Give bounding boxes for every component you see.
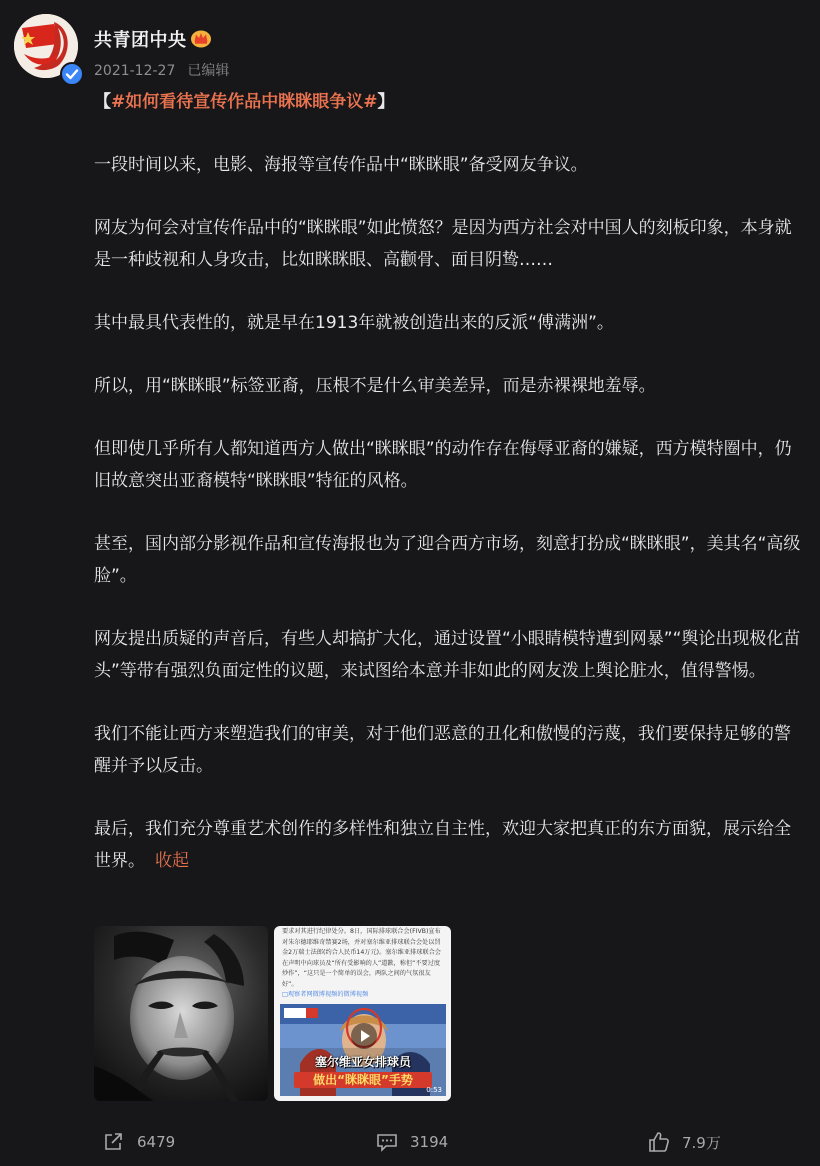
paragraph: 甚至，国内部分影视作品和宣传海报也为了迎合西方市场，刻意打扮成“眯眯眼”，美其名“高级脸”。 bbox=[94, 534, 801, 586]
post-image-news-video[interactable] bbox=[274, 926, 451, 1101]
share-button[interactable] bbox=[103, 1130, 175, 1154]
news-text: 要求对其进行纪律处分。8日，国际排球联合会(FIVB)宣布对朱尔德耶维奇禁赛2场，并对塞尔维亚排球联合会处以罚金2万瑞士法郎(约合人民币14万元)。塞尔维亚排球联合会在声明中向球员及“所有受影响的人”道歉，称但“不要过度炒作”，“这只是一个简单的误会，两队之间的气氛很友好”。 bbox=[282, 928, 441, 988]
paragraph: 我们不能让西方来塑造我们的审美，对于他们恶意的丑化和傲慢的污蔑，我们要保持足够的警醒并予以反击。 bbox=[94, 724, 791, 776]
post-title-line bbox=[94, 86, 806, 118]
video-thumbnail[interactable] bbox=[280, 1004, 446, 1096]
paragraph: 所以，用“眯眯眼”标签亚裔，压根不是什么审美差异，而是赤裸裸地羞辱。 bbox=[94, 376, 656, 396]
action-bar bbox=[0, 1122, 820, 1162]
news-video-link: □观察者网微博视频的微博视频 bbox=[282, 991, 369, 998]
news-screenshot-text bbox=[274, 926, 451, 1003]
share-icon bbox=[103, 1132, 125, 1152]
paragraph: 一段时间以来，电影、海报等宣传作品中“眯眯眼”备受网友争议。 bbox=[94, 155, 588, 175]
paragraph: 其中最具代表性的，就是早在1913年就被创造出来的反派“傅满洲”。 bbox=[94, 313, 614, 333]
paragraph: 网友提出质疑的声音后，有些人却搞扩大化，通过设置“小眼睛模特遭到网暴”“舆论出现极化苗头”等带有强烈负面定性的议题，来试图给本意并非如此的网友泼上舆论脏水，值得警惕。 bbox=[94, 629, 801, 681]
post-date[interactable]: 2021-12-27 bbox=[94, 63, 176, 79]
title-bracket-open: 【 bbox=[94, 92, 111, 112]
collapse-link[interactable]: 收起 bbox=[155, 851, 189, 871]
title-bracket-close: 】 bbox=[377, 92, 395, 112]
edited-label: 已编辑 bbox=[187, 63, 230, 79]
video-headline-1: 塞尔维亚女排球员 bbox=[314, 1055, 411, 1069]
comment-icon bbox=[376, 1132, 398, 1152]
paragraph: 但即使几乎所有人都知道西方人做出“眯眯眼”的动作存在侮辱亚裔的嫌疑，西方模特圈中，仍旧故意突出亚裔模特“眯眯眼”特征的风格。 bbox=[94, 439, 792, 491]
comment-count: 3194 bbox=[410, 1133, 449, 1151]
author-name[interactable]: 共青团中央 bbox=[94, 30, 187, 51]
play-icon[interactable] bbox=[351, 1023, 377, 1049]
verified-badge-icon bbox=[60, 62, 84, 86]
like-button[interactable] bbox=[648, 1130, 721, 1154]
post-meta bbox=[94, 60, 229, 80]
comment-button[interactable] bbox=[376, 1130, 448, 1154]
post-content bbox=[94, 86, 806, 908]
thumbs-up-icon bbox=[648, 1131, 670, 1153]
paragraph-last bbox=[94, 813, 806, 877]
video-duration: 0:53 bbox=[426, 1086, 442, 1094]
bw-character-photo-icon bbox=[94, 926, 268, 1101]
hashtag-link[interactable]: #如何看待宣传作品中眯眯眼争议# bbox=[111, 92, 378, 112]
video-headline-2: 做出“眯眯眼”手势 bbox=[294, 1072, 432, 1088]
like-count: 7.9万 bbox=[682, 1133, 721, 1152]
crown-badge-icon bbox=[190, 28, 212, 52]
paragraph: 网友为何会对宣传作品中的“眯眯眼”如此愤怒？是因为西方社会对中国人的刻板印象，本身就是一种歧视和人身攻击，比如眯眯眼、高颧骨、面目阴鸷…… bbox=[94, 218, 792, 270]
share-count: 6479 bbox=[137, 1133, 176, 1151]
post-image-photo[interactable] bbox=[94, 926, 268, 1101]
paragraph-last-text: 最后，我们充分尊重艺术创作的多样性和独立自主性，欢迎大家把真正的东方面貌，展示给全世界。 bbox=[94, 819, 791, 871]
